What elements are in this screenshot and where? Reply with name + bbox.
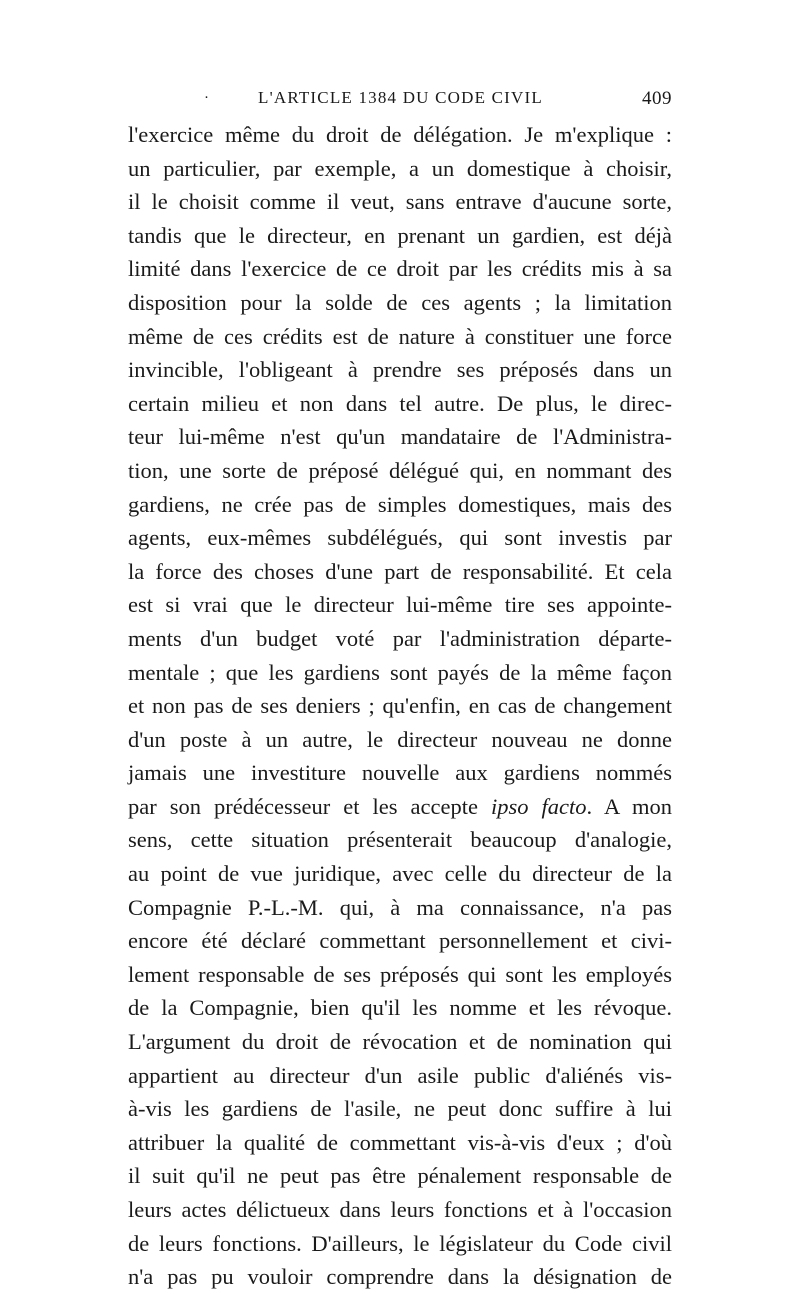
text-line: L'argument du droit de révocation et de nomination qui (128, 1029, 672, 1055)
text-line: mentale ; que les gardiens sont payés de la même façon (128, 659, 672, 685)
text-line: limité dans l'exercice de ce droit par les crédits mis à sa (128, 256, 672, 282)
text-line: leurs actes délictueux dans leurs fonctions et à l'occasion (128, 1197, 672, 1222)
text-line: attribuer la qualité de commettant vis-à-vis d'eux ; d'où (128, 1129, 672, 1155)
page-number: 409 (642, 88, 672, 109)
text-line: est si vrai que le directeur lui-même tire ses appointe- (128, 592, 672, 618)
header-marker: · (204, 90, 210, 106)
text-line: il suit qu'il ne peut pas être pénalement responsable de (128, 1163, 672, 1189)
text-line: appartient au directeur d'un asile public d'aliénés vis- (128, 1062, 672, 1088)
text-line: tandis que le directeur, en prenant un gardien, est déjà (128, 222, 672, 248)
text-line: par son prédécesseur et les accepte ipso facto. A mon (128, 793, 672, 819)
text-line: jamais une investiture nouvelle aux gardiens nommés (128, 760, 672, 786)
text-line: sens, cette situation présenterait beaucoup d'analogie, (128, 827, 672, 853)
text-line: même de ces crédits est de nature à constituer une force (128, 323, 672, 349)
text-line: encore été déclaré commettant personnellement et civi- (128, 928, 672, 954)
text-line: agents, eux-mêmes subdélégués, qui sont investis par (128, 525, 672, 551)
text-line: n'a pas pu vouloir comprendre dans la désignation de (128, 1264, 672, 1290)
text-line: Compagnie P.-L.-M. qui, à ma connaissance, n'a pas (128, 894, 672, 920)
body-text (128, 118, 672, 1294)
text-line: d'un poste à un autre, le directeur nouveau ne donne (128, 726, 672, 752)
text-line: et non pas de ses deniers ; qu'enfin, en cas de changement (128, 693, 672, 719)
text-line: de la Compagnie, bien qu'il les nomme et les révoque. (128, 995, 672, 1021)
text-line: au point de vue juridique, avec celle du directeur de la (128, 861, 672, 887)
running-header (128, 88, 672, 118)
italic-phrase: ipso facto (491, 793, 587, 819)
text-line: tion, une sorte de préposé délégué qui, en nommant des (128, 457, 672, 483)
text-line: la force des choses d'une part de responsabilité. Et cela (128, 558, 672, 584)
text-line: un particulier, par exemple, a un domestique à choisir, (128, 155, 672, 181)
text-line: certain milieu et non dans tel autre. De plus, le direc- (128, 390, 672, 416)
text-line: disposition pour la solde de ces agents ; la limitation (128, 289, 672, 315)
text-line: teur lui-même n'est qu'un mandataire de l'Administra- (128, 424, 672, 450)
text-line: à-vis les gardiens de l'asile, ne peut donc suffire à lui (128, 1096, 672, 1122)
book-page (128, 88, 672, 1294)
text-line: gardiens, ne crée pas de simples domestiques, mais des (128, 491, 672, 517)
text-line: invincible, l'obligeant à prendre ses préposés dans un (128, 357, 672, 383)
text-line: l'exercice même du droit de délégation. Je m'explique : (128, 122, 672, 147)
text-line: il le choisit comme il veut, sans entrave d'aucune sorte, (128, 189, 672, 215)
running-title: L'ARTICLE 1384 DU CODE CIVIL (258, 88, 543, 107)
text-line: lement responsable de ses préposés qui sont les employés (128, 961, 672, 987)
text-line: de leurs fonctions. D'ailleurs, le législateur du Code civil (128, 1230, 672, 1256)
text-line: ments d'un budget voté par l'administration départe- (128, 625, 672, 651)
